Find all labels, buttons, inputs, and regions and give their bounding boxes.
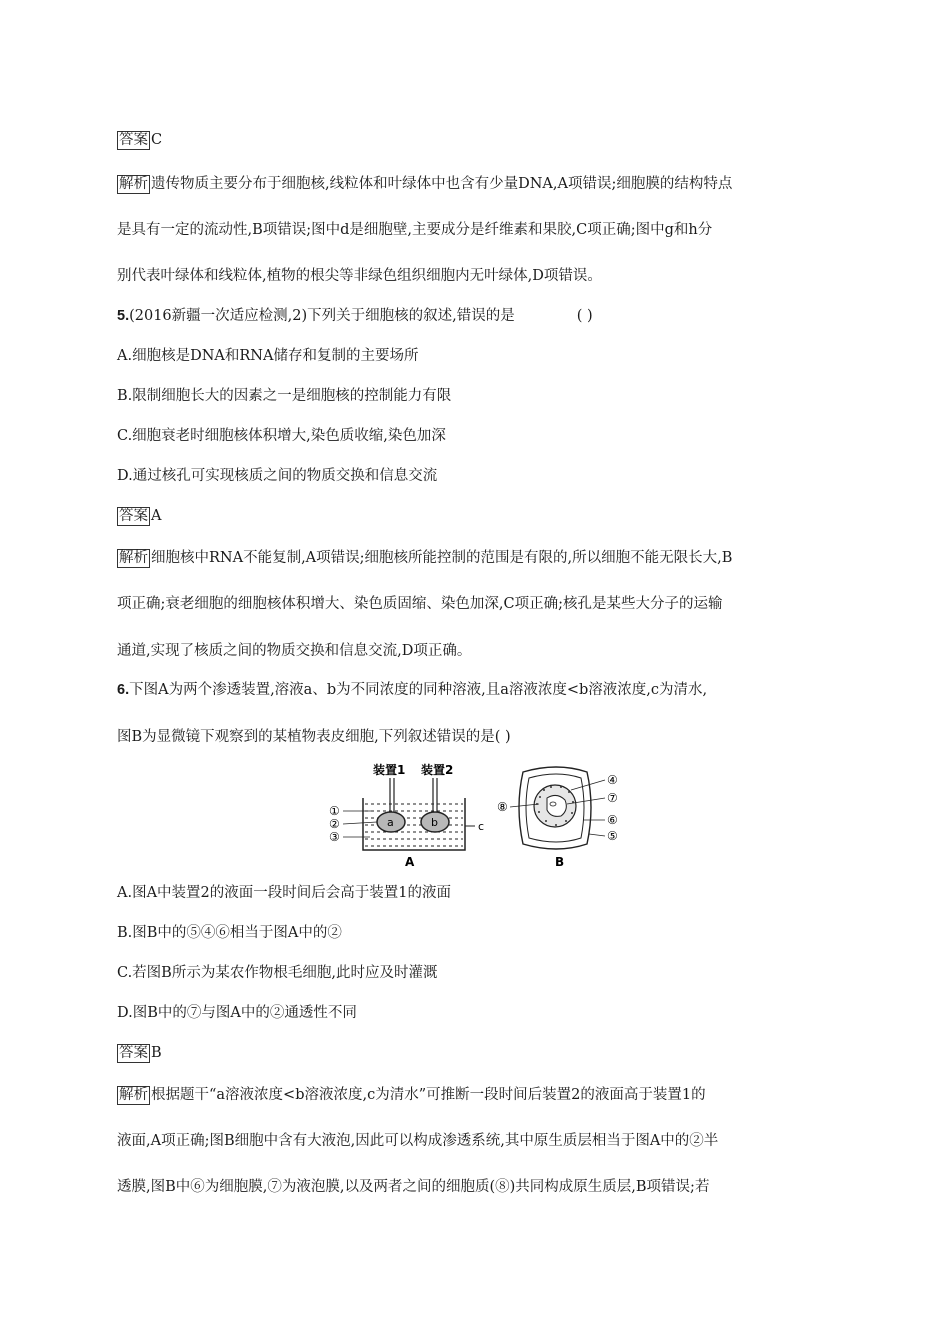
solution-a-label: a [387,816,394,829]
answer-parentheses: ( ) [576,308,593,324]
q6-analysis-line-3: 透膜,图B中⑥为细胞膜,⑦为液泡膜,以及两者之间的细胞质(⑧)共同构成原生质层,B项错误;若 [117,1179,710,1195]
q6-option-a: A.图A中装置2的液面一段时间后会高于装置1的液面 [117,885,452,901]
analysis-tag: 解析 [119,1087,148,1103]
q5-analysis-line-3: 通道,实现了核质之间的物质交换和信息交流,D项正确。 [117,643,472,659]
osmosis-figure-svg [325,762,635,872]
answer-value: B [151,1045,162,1061]
label-6: ⑥ [607,813,618,827]
answer-tag: 答案 [119,508,148,524]
q6-answer-line [117,1043,833,1063]
q5-option-d: D.通过核孔可实现核质之间的物质交换和信息交流 [117,468,438,484]
q4-analysis-line-3: 别代表叶绿体和线粒体,植物的根尖等非绿色组织细胞内无叶绿体,D项错误。 [117,268,602,284]
figure-a [329,762,484,869]
analysis-tag: 解析 [119,550,148,566]
question-stem: 下图A为两个渗透装置,溶液a、b为不同浓度的同种溶液,且a溶液浓度<b溶液浓度,c为清水, [129,682,708,698]
q5-answer-line [117,506,833,526]
figure-b [497,767,618,869]
osmosis-figure [325,762,635,872]
analysis-text: 细胞核中RNA不能复制,A项错误;细胞核所能控制的范围是有限的,所以细胞不能无限长大,B [151,550,733,566]
solution-b-label: b [431,816,438,829]
analysis-text: 根据题干“a溶液浓度<b溶液浓度,c为清水”可推断一段时间后装置2的液面高于装置1的 [151,1087,706,1103]
analysis-text: 遗传物质主要分布于细胞核,线粒体和叶绿体中也含有少量DNA,A项错误;细胞膜的结构特点 [151,176,733,192]
label-4: ④ [607,773,618,787]
q4-analysis-line-2: 是具有一定的流动性,B项错误;图中d是细胞壁,主要成分是纤维素和果胶,C项正确;图中g和h分 [117,222,713,238]
question-number: 5. [117,308,130,324]
analysis-tag: 解析 [119,176,148,192]
label-2: ② [329,817,340,831]
q6-stem-line-1 [117,680,833,700]
answer-value: C [151,132,163,148]
q5-analysis-line-2: 项正确;衰老细胞的细胞核体积增大、染色质固缩、染色加深,C项正确;核孔是某些大分子的运输 [117,596,723,612]
q6-analysis-line-1 [117,1085,833,1105]
q6-analysis-line-2: 液面,A项正确;图B细胞中含有大液泡,因此可以构成渗透系统,其中原生质层相当于图A中的②半 [117,1133,719,1149]
q5-option-c: C.细胞衰老时细胞核体积增大,染色质收缩,染色加深 [117,428,446,444]
q5-analysis-line-1 [117,548,833,568]
q6-stem-line-2: 图B为显微镜下观察到的某植物表皮细胞,下列叙述错误的是( ) [117,729,511,745]
q5-option-b: B.限制细胞长大的因素之一是细胞核的控制能力有限 [117,388,452,404]
device-1-label: 装置1 [373,763,406,777]
caption-b: B [555,855,565,869]
label-1: ① [329,804,340,818]
q6-option-b: B.图B中的⑤④⑥相当于图A中的② [117,925,342,941]
question-number: 6. [117,682,130,698]
caption-a: A [405,855,415,869]
answer-value: A [151,508,162,524]
label-8: ⑧ [497,800,508,814]
label-7: ⑦ [607,791,618,805]
label-3: ③ [329,830,340,844]
q5-option-a: A.细胞核是DNA和RNA储存和复制的主要场所 [117,348,419,364]
device-2-label: 装置2 [421,763,454,777]
q5-stem [117,306,833,326]
q4-answer-line [117,130,833,150]
answer-tag: 答案 [119,1045,148,1061]
label-5: ⑤ [607,829,618,843]
water-c-label: c [478,820,485,833]
q6-option-c: C.若图B所示为某农作物根毛细胞,此时应及时灌溉 [117,965,438,981]
q6-option-d: D.图B中的⑦与图A中的②通透性不同 [117,1005,357,1021]
question-stem: (2016新疆一次适应检测,2)下列关于细胞核的叙述,错误的是 [129,308,515,324]
answer-tag: 答案 [119,132,148,148]
vacuole [547,795,566,816]
q4-analysis-line-1 [117,174,833,194]
